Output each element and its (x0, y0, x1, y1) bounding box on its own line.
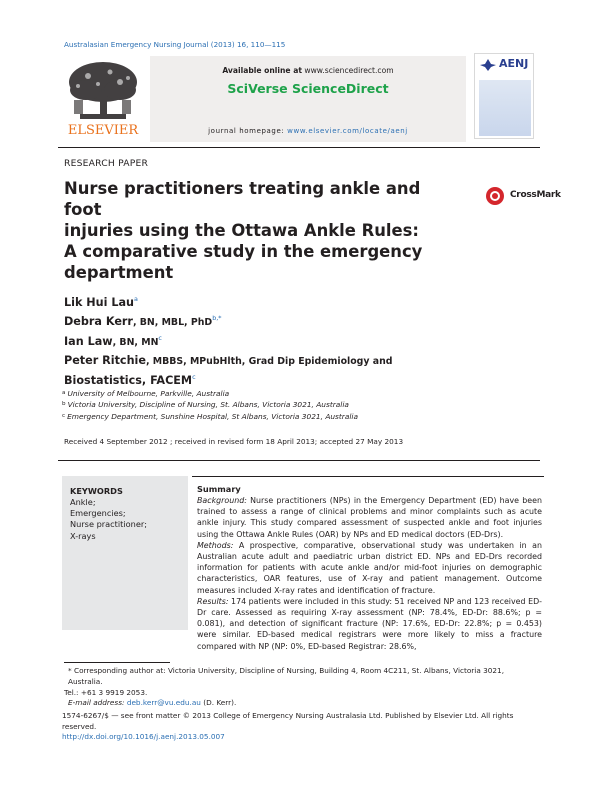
summary-divider (192, 476, 544, 477)
author-degrees: , BN, MBL, PhD (132, 317, 213, 329)
title-line: Nurse practitioners treating ankle and foot (64, 179, 421, 219)
email-link[interactable]: deb.kerr@vu.edu.au (126, 698, 201, 708)
methods-label: Methods: (197, 540, 234, 550)
affiliation-sup: c (62, 412, 66, 419)
aenj-emblem-icon (479, 58, 497, 72)
cover-image (479, 80, 531, 136)
affiliation (62, 388, 358, 399)
author (64, 370, 392, 388)
affiliation-marker[interactable]: a (134, 295, 138, 303)
keyword: Nurse practitioner; (70, 519, 147, 530)
email-line (64, 698, 534, 709)
elsevier-logo (58, 56, 148, 138)
elsevier-wordmark: ELSEVIER (67, 123, 139, 138)
affiliation-marker[interactable]: c (158, 333, 162, 342)
article-type: RESEARCH PAPER (64, 158, 149, 169)
platform-name: SciVerse ScienceDirect (227, 81, 389, 96)
affiliations (62, 388, 358, 422)
affiliation-marker[interactable]: c (192, 372, 196, 381)
author (64, 292, 392, 311)
footnote-divider (64, 662, 170, 663)
sciencedirect-link[interactable]: www.sciencedirect.com (304, 66, 394, 75)
crossmark-button[interactable] (484, 186, 561, 206)
journal-homepage (150, 127, 466, 135)
summary-text (197, 495, 542, 652)
journal-cover (474, 53, 534, 139)
summary-panel (192, 476, 544, 651)
author-name: Ian Law (64, 334, 113, 348)
author (64, 350, 392, 369)
affiliation (62, 399, 358, 410)
affiliation-sup: b (62, 401, 66, 408)
copyright-notice: 1574-6267/$ — see front matter © 2013 College of Emergency Nursing Australasia Ltd. Published by Elsevier Ltd. All rights reserved. (62, 711, 514, 731)
summary-title: Summary (197, 484, 241, 494)
title-line: injuries using the Ottawa Ankle Rules: (64, 221, 419, 240)
author-name: Lik Hui Lau (64, 296, 134, 309)
title-line: A comparative study in the emergency (64, 242, 423, 261)
author-name: Peter Ritchie (64, 354, 146, 368)
crossmark-icon (484, 186, 506, 206)
footnote (64, 666, 534, 709)
affiliation-text: Emergency Department, Sunshine Hospital, St Albans, Victoria 3021, Australia (67, 411, 359, 421)
copyright (62, 711, 542, 743)
affiliation (62, 411, 358, 422)
affiliation-marker[interactable]: b,* (212, 314, 222, 323)
doi-link[interactable]: http://dx.doi.org/10.1016/j.aenj.2013.05.007 (62, 732, 225, 742)
email-suffix: (D. Kerr). (200, 698, 237, 708)
author-list (64, 292, 392, 388)
available-prefix: Available online at (222, 66, 302, 75)
methods-text: A prospective, comparative, observational study was undertaken in an Australian acute adult and paediatric urban district ED. NPs and ED-Drs recorded information for patients with acute ankle and/or mid-foot injuries on demographic characteristics, OAR features, use of X-ray and patient management. Outcome measures included X-ray rates and identification of fracture. (197, 540, 542, 595)
telephone: Tel.: +61 3 9919 2053. (64, 687, 148, 697)
keyword: Emergencies; (70, 508, 126, 519)
results-text: 174 patients were included in this study: 51 received NP and 123 received ED-Dr care. Assessed as requiring X-ray assessment (NP: 78.4%, ED-Dr: 88.6%; p = 0.081), and detection of significant fracture (NP: 17.6%, ED-Dr: 22.8%; p = 0.453) were similar. ED-based medical registrars were more likely to miss a fracture compared with NP (NP: 0%, ED-based Registrar: 28.6%, (197, 596, 542, 651)
author-degrees: Biostatistics, FACEM (64, 373, 193, 387)
journal-header-banner (150, 56, 466, 142)
corresponding-author: * Corresponding author at: Victoria University, Discipline of Nursing, Building 4, Room 4C211, St. Albans, Victoria 3021, Australia. (68, 666, 505, 686)
journal-abbrev: AENJ (499, 57, 529, 70)
homepage-label: journal homepage: (208, 127, 285, 135)
author-degrees: , BN, MN (112, 336, 159, 348)
journal-reference[interactable]: Australasian Emergency Nursing Journal (2013) 16, 110—115 (64, 40, 286, 49)
available-online (150, 66, 466, 75)
keywords-title: KEYWORDS (70, 486, 123, 496)
author-degrees: , MBBS, MPubHlth, Grad Dip Epidemiology and (145, 356, 393, 368)
background-text: Nurse practitioners (NPs) in the Emergency Department (ED) have been trained to assess a range of clinical problems and minor complaints such as acute ankle injury. This study compared assessment of suspected ankle and foot injuries using the Ottawa Ankle Rules (OAR) by NPs and ED medical doctors (ED-Drs). (197, 496, 542, 539)
article-title (64, 178, 444, 283)
homepage-link[interactable]: www.elsevier.com/locate/aenj (287, 127, 408, 135)
title-line: department (64, 263, 174, 282)
background-label: Background: (197, 496, 247, 505)
affiliation-text: Victoria University, Discipline of Nursing, St. Albans, Victoria 3021, Australia (67, 400, 349, 410)
results-label: Results: (197, 596, 229, 606)
keyword: Ankle; (70, 497, 96, 507)
header-divider (58, 147, 540, 148)
keyword: X-rays (70, 530, 96, 541)
author-name: Debra Kerr (64, 315, 133, 329)
dates-divider (58, 460, 540, 461)
email-label: E-mail address: (68, 698, 125, 708)
author (64, 311, 392, 330)
affiliation-text: University of Melbourne, Parkville, Australia (67, 389, 230, 398)
received-dates: Received 4 September 2012 ; received in revised form 18 April 2013; accepted 27 May 2013 (64, 437, 404, 446)
affiliation-sup: a (62, 390, 66, 396)
author (64, 331, 392, 350)
keywords-panel (62, 476, 188, 630)
crossmark-label: CrossMark (510, 190, 561, 200)
